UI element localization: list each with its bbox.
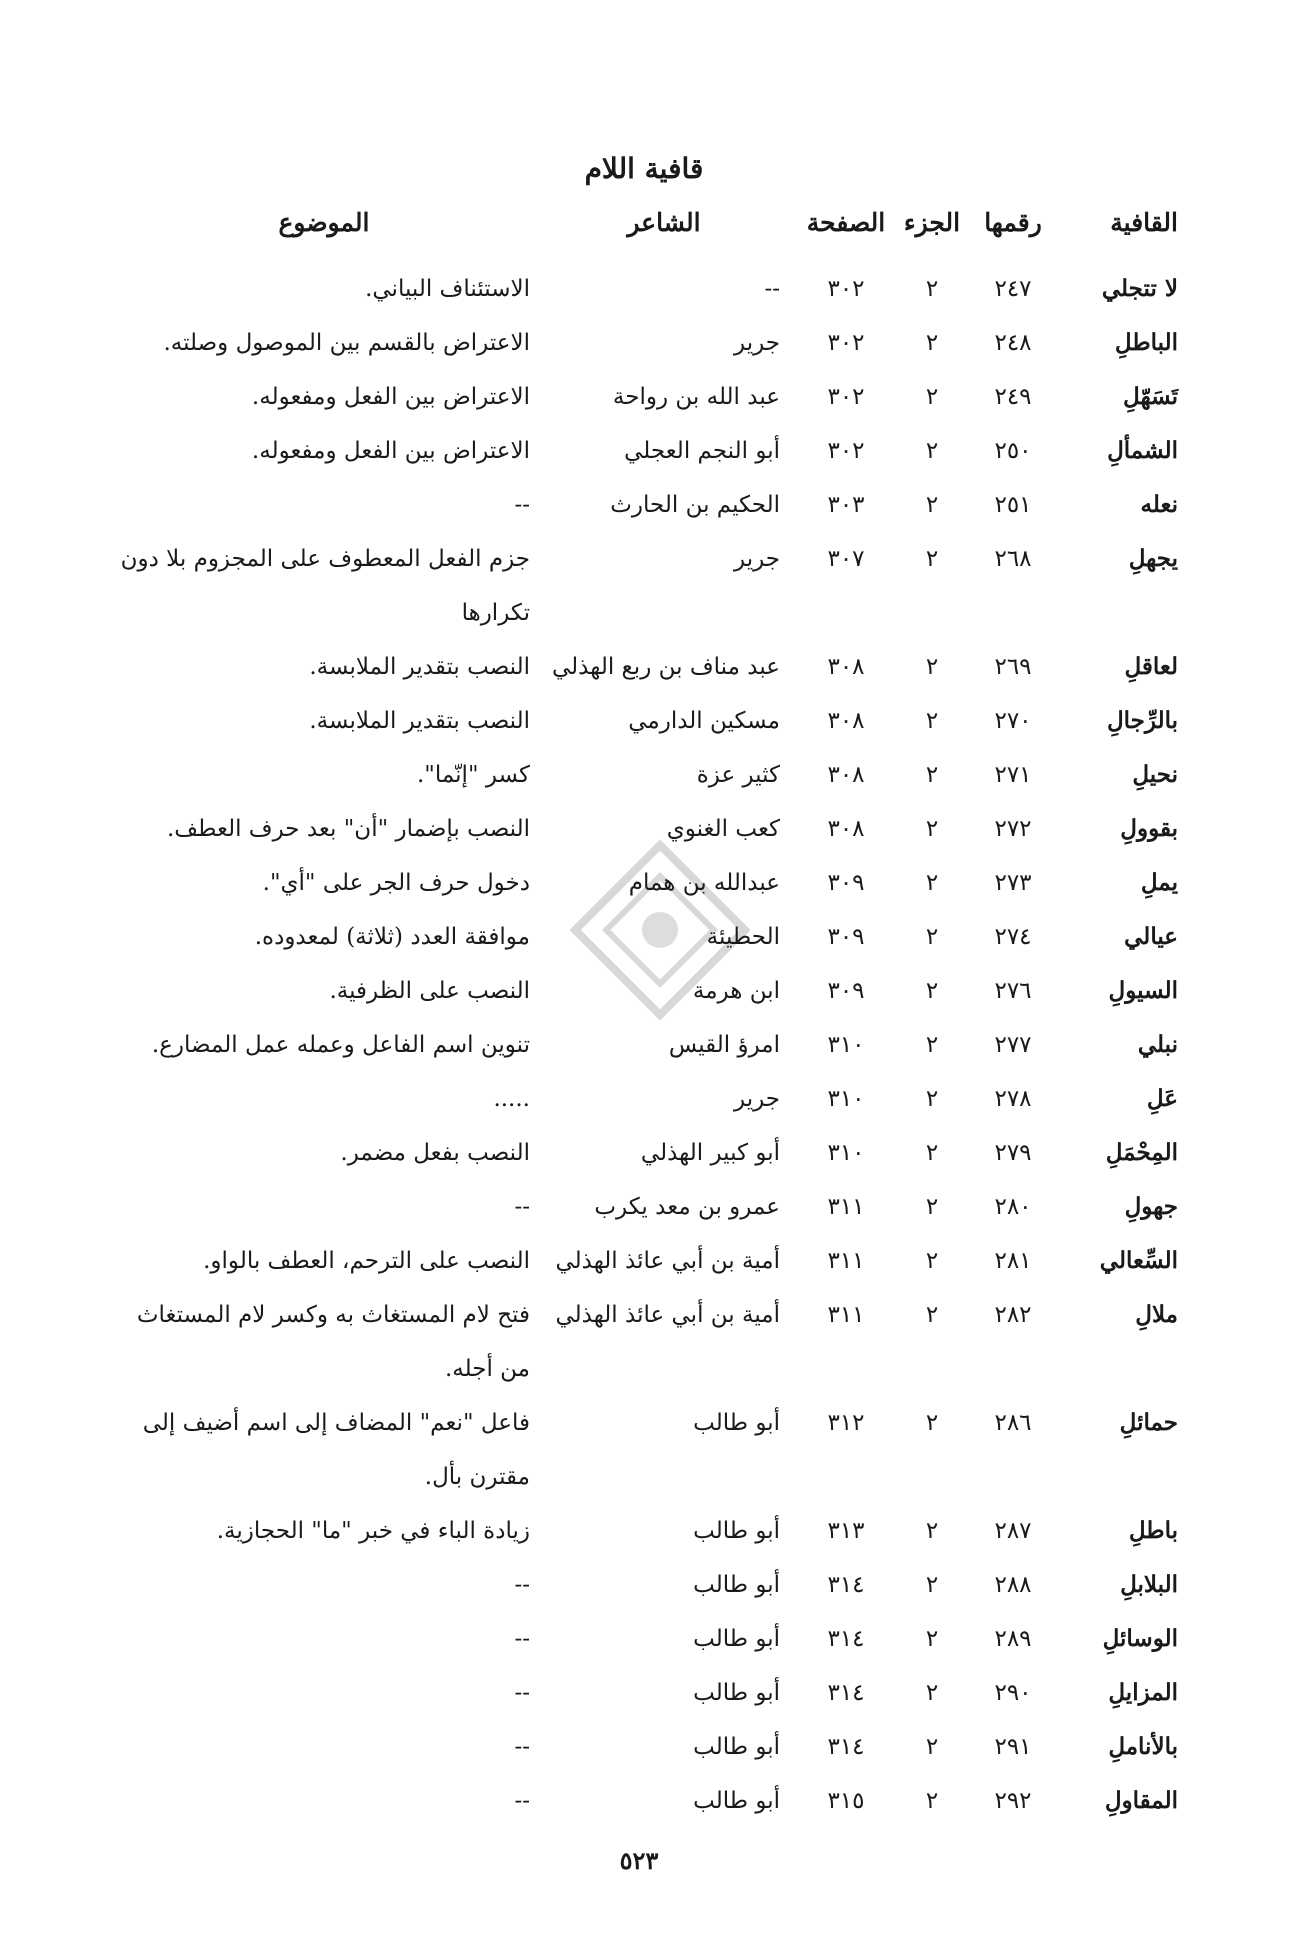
cell-rhyme: يملِ	[1140, 869, 1178, 896]
cell-page: ٣٠٩	[827, 978, 865, 1004]
cell-rhyme: الشمألِ	[1107, 437, 1178, 464]
cell-part: ٢	[925, 1194, 939, 1220]
cell-page: ٣٠٩	[827, 924, 865, 950]
table-row	[118, 1666, 1178, 1720]
cell-rhyme: باطلِ	[1128, 1517, 1178, 1544]
header-poet: الشاعر	[627, 208, 701, 237]
cell-part: ٢	[925, 762, 939, 788]
cell-poet: عبد الله بن رواحة	[612, 384, 780, 410]
cell-part: ٢	[925, 1140, 939, 1166]
cell-topic: --	[514, 1680, 530, 1706]
cell-topic: النصب على الظرفية.	[329, 978, 530, 1004]
cell-rhyme: عَلِ	[1146, 1085, 1178, 1112]
cell-poet: جرير	[734, 330, 780, 356]
cell-topic: النصب بفعل مضمر.	[340, 1140, 530, 1166]
cell-poet: أمية بن أبي عائذ الهذلي	[555, 1248, 780, 1274]
cell-page: ٣١٥	[827, 1788, 865, 1814]
cell-part: ٢	[925, 708, 939, 734]
cell-topic: .....	[493, 1086, 530, 1112]
cell-number: ٢٧٧	[994, 1032, 1032, 1058]
cell-poet: --	[764, 276, 780, 302]
cell-poet: عبدالله بن همام	[628, 870, 780, 896]
cell-poet: كثير عزة	[696, 762, 780, 788]
cell-page: ٣١٠	[827, 1140, 865, 1166]
cell-number: ٢٧٢	[994, 816, 1032, 842]
cell-poet: جرير	[734, 546, 780, 572]
table-row	[118, 262, 1178, 316]
cell-page: ٣٠٩	[827, 870, 865, 896]
table-header	[118, 208, 1178, 262]
cell-number: ٢٧١	[994, 762, 1032, 788]
cell-number: ٢٨٩	[994, 1626, 1032, 1652]
table-row	[118, 1504, 1178, 1558]
cell-topic: الاستئناف البياني.	[365, 276, 530, 302]
cell-page: ٣٠٣	[827, 492, 865, 518]
cell-topic: فتح لام المستغاث به وكسر لام المستغاث من أجله.	[136, 1302, 530, 1382]
cell-page: ٣٠٢	[827, 384, 865, 410]
cell-part: ٢	[925, 330, 939, 356]
cell-number: ٢٧٠	[994, 708, 1032, 734]
cell-page: ٣٠٢	[827, 330, 865, 356]
rhymes-table	[118, 208, 1178, 1828]
cell-page: ٣١٠	[827, 1086, 865, 1112]
table-row	[118, 1072, 1178, 1126]
cell-poet: أبو طالب	[693, 1518, 780, 1544]
cell-part: ٢	[925, 924, 939, 950]
cell-poet: أمية بن أبي عائذ الهذلي	[555, 1302, 780, 1328]
cell-number: ٢٤٩	[994, 384, 1032, 410]
cell-part: ٢	[925, 1086, 939, 1112]
cell-number: ٢٦٨	[994, 546, 1032, 572]
cell-poet: عبد مناف بن ربع الهذلي	[551, 654, 780, 680]
cell-part: ٢	[925, 870, 939, 896]
cell-part: ٢	[925, 1410, 939, 1436]
cell-rhyme: نعله	[1140, 491, 1178, 518]
cell-topic: الاعتراض بالقسم بين الموصول وصلته.	[163, 330, 530, 356]
cell-topic: جزم الفعل المعطوف على المجزوم بلا دون تكرارها	[120, 546, 530, 626]
cell-poet: أبو كبير الهذلي	[640, 1140, 780, 1166]
cell-topic: --	[514, 492, 530, 518]
table-row	[118, 694, 1178, 748]
cell-page: ٣١٤	[827, 1572, 865, 1598]
cell-poet: الحكيم بن الحارث	[610, 492, 780, 518]
cell-part: ٢	[925, 1626, 939, 1652]
cell-rhyme: بالرِّجالِ	[1106, 707, 1178, 734]
cell-poet: ابن هرمة	[692, 978, 780, 1004]
cell-part: ٢	[925, 1248, 939, 1274]
cell-topic: كسر "إنّما".	[416, 762, 530, 788]
cell-number: ٢٧٩	[994, 1140, 1032, 1166]
table-row	[118, 964, 1178, 1018]
cell-rhyme: لا تتجلي	[1101, 275, 1178, 302]
cell-poet: أبو طالب	[693, 1410, 780, 1436]
table-row	[118, 1396, 1178, 1504]
cell-part: ٢	[925, 546, 939, 572]
cell-rhyme: لعاقلِ	[1124, 653, 1178, 680]
cell-number: ٢٩٢	[994, 1788, 1032, 1814]
cell-page: ٣٠٨	[827, 708, 865, 734]
cell-topic: النصب بإضمار "أن" بعد حرف العطف.	[166, 816, 530, 842]
cell-page: ٣١٤	[827, 1680, 865, 1706]
cell-part: ٢	[925, 1572, 939, 1598]
header-part: الجزء	[903, 208, 961, 237]
cell-rhyme: المزايلِ	[1108, 1679, 1178, 1706]
cell-rhyme: نبلي	[1137, 1031, 1178, 1058]
table-row	[118, 640, 1178, 694]
cell-topic: موافقة العدد (ثلاثة) لمعدوده.	[254, 924, 530, 950]
cell-page: ٣١١	[827, 1248, 865, 1274]
section-title: قافية اللام	[584, 152, 704, 185]
cell-part: ٢	[925, 1518, 939, 1544]
cell-rhyme: بالأناملِ	[1108, 1733, 1178, 1760]
cell-number: ٢٥٠	[994, 438, 1032, 464]
cell-number: ٢٧٨	[994, 1086, 1032, 1112]
cell-page: ٣٠٧	[827, 546, 865, 572]
cell-poet: كعب الغنوي	[666, 816, 780, 842]
cell-page: ٣٠٢	[827, 276, 865, 302]
cell-page: ٣٠٨	[827, 762, 865, 788]
cell-page: ٣١٤	[827, 1626, 865, 1652]
cell-rhyme: بقوولِ	[1120, 815, 1178, 842]
cell-part: ٢	[925, 384, 939, 410]
cell-rhyme: نحيلِ	[1132, 761, 1178, 788]
cell-poet: أبو طالب	[693, 1626, 780, 1652]
cell-number: ٢٧٦	[994, 978, 1032, 1004]
table-row	[118, 532, 1178, 640]
table-row	[118, 370, 1178, 424]
cell-topic: تنوين اسم الفاعل وعمله عمل المضارع.	[151, 1032, 530, 1058]
cell-rhyme: عيالي	[1124, 923, 1178, 950]
cell-rhyme: ملالِ	[1135, 1301, 1178, 1328]
table-row	[118, 748, 1178, 802]
cell-rhyme: حمائلِ	[1119, 1409, 1178, 1436]
header-topic: الموضوع	[278, 208, 370, 237]
cell-number: ٢٨٨	[994, 1572, 1032, 1598]
cell-number: ٢٦٩	[994, 654, 1032, 680]
cell-part: ٢	[925, 276, 939, 302]
table-row	[118, 1774, 1178, 1828]
cell-part: ٢	[925, 654, 939, 680]
table-row	[118, 802, 1178, 856]
table-row	[118, 1234, 1178, 1288]
cell-page: ٣١١	[827, 1194, 865, 1220]
cell-topic: الاعتراض بين الفعل ومفعوله.	[251, 384, 530, 410]
cell-page: ٣١٣	[827, 1518, 865, 1544]
table-row	[118, 1288, 1178, 1396]
cell-rhyme: المِحْمَلِ	[1105, 1139, 1178, 1166]
cell-number: ٢٩١	[994, 1734, 1032, 1760]
cell-part: ٢	[925, 1032, 939, 1058]
cell-part: ٢	[925, 816, 939, 842]
cell-topic: --	[514, 1572, 530, 1598]
cell-rhyme: البلابلِ	[1120, 1571, 1178, 1598]
cell-poet: أبو طالب	[693, 1680, 780, 1706]
cell-rhyme: الباطلِ	[1114, 329, 1178, 356]
cell-topic: --	[514, 1788, 530, 1814]
cell-part: ٢	[925, 1734, 939, 1760]
cell-topic: فاعل "نعم" المضاف إلى اسم أضيف إلى مقترن بأل.	[142, 1410, 530, 1490]
cell-number: ٢٤٧	[994, 276, 1032, 302]
cell-poet: عمرو بن معد يكرب	[594, 1194, 780, 1220]
table-row	[118, 1612, 1178, 1666]
cell-poet: أبو طالب	[693, 1734, 780, 1760]
table-row	[118, 316, 1178, 370]
cell-rhyme: المقاولِ	[1104, 1787, 1178, 1814]
cell-page: ٣٠٢	[827, 438, 865, 464]
cell-page: ٣١٢	[827, 1410, 865, 1436]
cell-rhyme: السيولِ	[1108, 977, 1178, 1004]
cell-rhyme: الوسائلِ	[1102, 1625, 1178, 1652]
cell-rhyme: تَسَهّلِ	[1123, 383, 1178, 410]
cell-number: ٢٨١	[994, 1248, 1032, 1274]
header-rhyme: القافية	[1110, 208, 1178, 237]
cell-part: ٢	[925, 1302, 939, 1328]
cell-part: ٢	[925, 1788, 939, 1814]
table-row	[118, 1126, 1178, 1180]
cell-poet: امرؤ القيس	[668, 1032, 780, 1058]
cell-topic: النصب على الترحم، العطف بالواو.	[203, 1248, 530, 1274]
cell-number: ٢٨٠	[994, 1194, 1032, 1220]
cell-rhyme: جهولِ	[1124, 1193, 1178, 1220]
cell-topic: الاعتراض بين الفعل ومفعوله.	[251, 438, 530, 464]
cell-number: ٢٨٢	[994, 1302, 1032, 1328]
cell-poet: أبو طالب	[693, 1572, 780, 1598]
cell-page: ٣٠٨	[827, 816, 865, 842]
cell-topic: --	[514, 1626, 530, 1652]
cell-topic: زيادة الباء في خبر "ما" الحجازية.	[216, 1518, 530, 1544]
table-row	[118, 1018, 1178, 1072]
cell-topic: النصب بتقدير الملابسة.	[309, 654, 530, 680]
cell-number: ٢٤٨	[994, 330, 1032, 356]
table-row	[118, 1720, 1178, 1774]
table-row	[118, 1558, 1178, 1612]
header-number: رقمها	[984, 208, 1042, 237]
cell-rhyme: يجهلِ	[1128, 545, 1178, 572]
cell-number: ٢٧٤	[994, 924, 1032, 950]
table-row	[118, 910, 1178, 964]
cell-poet: أبو طالب	[693, 1788, 780, 1814]
table-row	[118, 424, 1178, 478]
cell-page: ٣١٤	[827, 1734, 865, 1760]
cell-number: ٢٨٦	[994, 1410, 1032, 1436]
cell-topic: --	[514, 1734, 530, 1760]
cell-page: ٣١٠	[827, 1032, 865, 1058]
cell-part: ٢	[925, 438, 939, 464]
cell-part: ٢	[925, 978, 939, 1004]
cell-number: ٢٧٣	[994, 870, 1032, 896]
table-row	[118, 478, 1178, 532]
cell-poet: مسكين الدارمي	[628, 708, 780, 734]
cell-page: ٣٠٨	[827, 654, 865, 680]
cell-part: ٢	[925, 1680, 939, 1706]
cell-topic: دخول حرف الجر على "أي".	[262, 870, 530, 896]
cell-poet: الحطيئة	[706, 924, 780, 950]
cell-number: ٢٨٧	[994, 1518, 1032, 1544]
table-row	[118, 856, 1178, 910]
cell-topic: النصب بتقدير الملابسة.	[309, 708, 530, 734]
cell-number: ٢٥١	[994, 492, 1032, 518]
cell-poet: جرير	[734, 1086, 780, 1112]
header-page: الصفحة	[806, 208, 886, 237]
cell-topic: --	[514, 1194, 530, 1220]
cell-part: ٢	[925, 492, 939, 518]
page-number: ٥٢٣	[619, 1846, 659, 1875]
table-row	[118, 1180, 1178, 1234]
cell-page: ٣١١	[827, 1302, 865, 1328]
cell-number: ٢٩٠	[994, 1680, 1032, 1706]
cell-poet: أبو النجم العجلي	[624, 438, 780, 464]
cell-rhyme: السِّعالي	[1099, 1247, 1178, 1274]
